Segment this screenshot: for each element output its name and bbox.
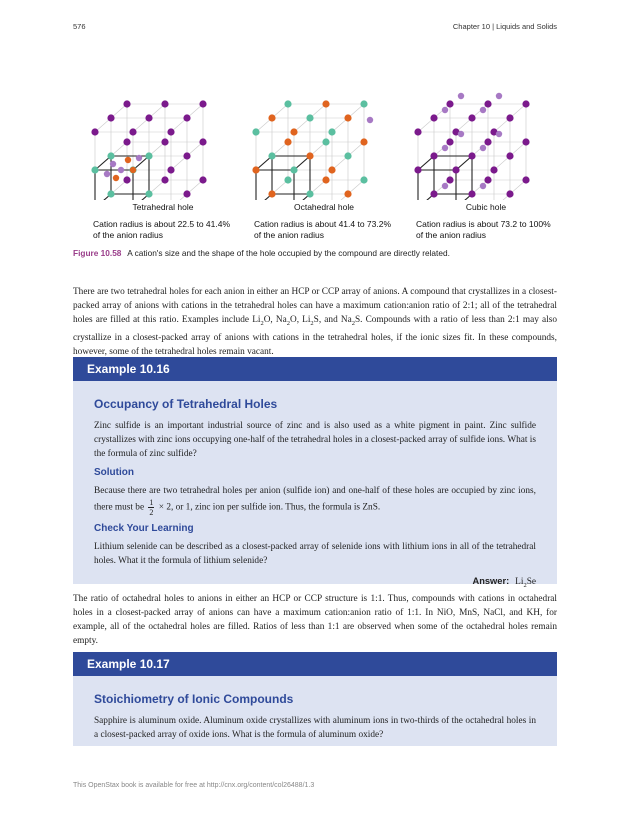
anion-sphere xyxy=(468,152,475,159)
example-question: Sapphire is aluminum oxide. Aluminum oxide crystallizes with aluminum ions in two-thirds of the octahedral holes in a closest-packed array of oxide ions. What is the formula of aluminum oxide? xyxy=(94,716,536,740)
example-title: Stoichiometry of Ionic Compounds xyxy=(94,692,294,706)
anion-sphere xyxy=(145,190,152,197)
anion-sphere xyxy=(484,100,491,107)
hole-ion xyxy=(118,167,124,173)
fraction-one-half: $\frac{1}{2}$ xyxy=(149,498,154,517)
anion-sphere xyxy=(430,190,437,197)
anion-sphere xyxy=(468,114,475,121)
solution-text: Because there are two tetrahedral holes per anion (sulfide ion) and one-half of these holes are occupied by zinc ions, there must be $\frac{1}{2}$ × 2, or 1, zinc ion per sulfide ion. Thus, the formula is ZnS. xyxy=(94,486,536,517)
anion-sphere xyxy=(284,176,291,183)
anion-sphere xyxy=(284,138,291,145)
anion-sphere xyxy=(306,152,313,159)
anion-sphere xyxy=(484,176,491,183)
panel-title: Tetrahedral hole xyxy=(132,202,194,212)
anion-sphere xyxy=(506,152,513,159)
anion-sphere xyxy=(430,114,437,121)
footer-attribution: This OpenStax book is available for free at http://cnx.org/content/col26488/1.3 xyxy=(73,782,315,789)
anion-sphere xyxy=(322,138,329,145)
anion-sphere xyxy=(161,176,168,183)
paragraph-octahedral-holes: The ratio of octahedral holes to anions in either an HCP or CCP structure is 1:1. Thus, compounds with cations in octahedral holes in a closest-packed array of anions can have a maximum cation:anion ratio of 1:1. In NiO, MnS, NaCl, and KH, for example, all of the octahedral holes are filled. Ratios of less than 1:1 are observed when some of the octahedral holes remain empty. xyxy=(73,594,557,646)
anion-sphere xyxy=(252,128,259,135)
anion-sphere xyxy=(506,190,513,197)
hole-ion xyxy=(442,183,448,189)
anion-sphere xyxy=(414,128,421,135)
hole-ion xyxy=(125,157,131,163)
anion-sphere xyxy=(129,128,136,135)
hole-ion xyxy=(442,145,448,151)
panel-title: Cubic hole xyxy=(465,202,507,212)
hole-ion xyxy=(110,161,116,167)
anion-sphere xyxy=(284,100,291,107)
example-question: Zinc sulfide is an important industrial source of zinc and is also used as a white pigment in paint. Zinc sulfide crystallizes with zinc ions occupying one-half of the tetrahedral holes in a closest-packed array of sulfide ions. What is the formula of zinc sulfide? xyxy=(94,421,536,459)
panel-octahedral xyxy=(254,202,394,242)
anion-sphere xyxy=(183,152,190,159)
anion-sphere xyxy=(252,166,259,173)
hole-ion xyxy=(136,155,142,161)
check-learning-text: Lithium selenide can be described as a closest-packed array of selenide ions with lithium ions in all of the tetrahedral holes. What it the formula of lithium selenide? xyxy=(94,542,536,566)
anion-sphere xyxy=(452,166,459,173)
hole-ion xyxy=(442,107,448,113)
anion-sphere xyxy=(430,152,437,159)
anion-sphere xyxy=(344,114,351,121)
anion-sphere xyxy=(468,190,475,197)
anion-sphere xyxy=(322,176,329,183)
anion-sphere xyxy=(199,138,206,145)
anion-sphere xyxy=(522,176,529,183)
anion-sphere xyxy=(167,128,174,135)
anion-sphere xyxy=(268,114,275,121)
anion-sphere xyxy=(199,100,206,107)
panel-title: Octahedral hole xyxy=(293,202,354,212)
anion-sphere xyxy=(306,190,313,197)
solution-heading: Solution xyxy=(94,467,134,478)
anion-sphere xyxy=(306,114,313,121)
anion-sphere xyxy=(484,138,491,145)
anion-sphere xyxy=(107,114,114,121)
paragraph-tetrahedral-holes: There are two tetrahedral holes for each anion in either an HCP or CCP array of anions. A compound that crystallizes in a closest-packed array of anions with cations in the tetrahedral holes can have a maximum cation:anion ratio of 2:1; all of the tetrahedral holes are filled at this ratio. Examples include $Li_2O$, $Na_2O$, $Li_2S$, and $Na_2S$. Compounds with a ratio of less than 2:1 may also crystallize in a closest-packed array of anions with cations in the tetrahedral holes, if the ionic sizes fit. In these compounds, however, some of the tetrahedral holes remain vacant. xyxy=(73,287,557,357)
anion-sphere xyxy=(91,166,98,173)
hole-ion xyxy=(480,183,486,189)
anion-sphere xyxy=(123,138,130,145)
hole-ion xyxy=(480,107,486,113)
anion-sphere xyxy=(360,176,367,183)
anion-sphere xyxy=(268,190,275,197)
hole-ion xyxy=(458,131,464,137)
anion-sphere xyxy=(107,152,114,159)
anion-sphere xyxy=(490,166,497,173)
figure-label: Figure 10.58 xyxy=(73,248,122,258)
anion-sphere xyxy=(161,138,168,145)
example-10-16-body xyxy=(73,381,557,589)
hole-ion xyxy=(130,167,136,173)
anion-sphere xyxy=(322,100,329,107)
anion-sphere xyxy=(344,190,351,197)
hole-ion xyxy=(496,131,502,137)
anion-sphere xyxy=(123,176,130,183)
figure-caption xyxy=(73,248,557,258)
hole-ion xyxy=(367,117,373,123)
hole-ion xyxy=(480,145,486,151)
anion-sphere xyxy=(360,138,367,145)
hole-ion xyxy=(113,175,119,181)
anion-sphere xyxy=(290,166,297,173)
figure-10-58 xyxy=(73,70,557,248)
hole-ion xyxy=(496,93,502,99)
anion-sphere xyxy=(91,128,98,135)
figure-caption-text: A cation's size and the shape of the hole occupied by the compound are directly related. xyxy=(127,248,450,258)
anion-sphere xyxy=(522,100,529,107)
check-learning-heading: Check Your Learning xyxy=(94,523,194,534)
anion-sphere xyxy=(522,138,529,145)
example-10-17-body xyxy=(73,676,557,746)
anion-sphere xyxy=(145,152,152,159)
anion-sphere xyxy=(506,114,513,121)
anion-sphere xyxy=(161,100,168,107)
example-title: Occupancy of Tetrahedral Holes xyxy=(94,397,278,411)
anion-sphere xyxy=(107,190,114,197)
anion-sphere xyxy=(268,152,275,159)
anion-sphere xyxy=(123,100,130,107)
hole-ion xyxy=(458,93,464,99)
page-number: 576 xyxy=(73,22,86,31)
example-10-17-header: Example 10.17 xyxy=(73,652,557,676)
anion-sphere xyxy=(446,176,453,183)
anion-sphere xyxy=(328,166,335,173)
panel-cubic xyxy=(416,202,556,242)
panel-desc: Cation radius is about 73.2 to 100% of the anion radius xyxy=(416,218,551,240)
lattice-illustration xyxy=(73,70,557,200)
panel-desc: Cation radius is about 22.5 to 41.4% of the anion radius xyxy=(93,218,231,240)
anion-sphere xyxy=(360,100,367,107)
hole-ion xyxy=(104,171,110,177)
anion-sphere xyxy=(446,100,453,107)
anion-sphere xyxy=(290,128,297,135)
anion-sphere xyxy=(183,114,190,121)
panel-desc: Cation radius is about 41.4 to 73.2% of the anion radius xyxy=(254,218,392,240)
anion-sphere xyxy=(183,190,190,197)
anion-sphere xyxy=(167,166,174,173)
chapter-header: Chapter 10 | Liquids and Solids xyxy=(452,22,557,31)
anion-sphere xyxy=(446,138,453,145)
anion-sphere xyxy=(414,166,421,173)
example-10-16-header: Example 10.16 xyxy=(73,357,557,381)
anion-sphere xyxy=(145,114,152,121)
anion-sphere xyxy=(344,152,351,159)
anion-sphere xyxy=(199,176,206,183)
anion-sphere xyxy=(328,128,335,135)
answer: Answer: $Li_2Se$ xyxy=(472,576,536,589)
panel-tetrahedral xyxy=(93,202,233,242)
